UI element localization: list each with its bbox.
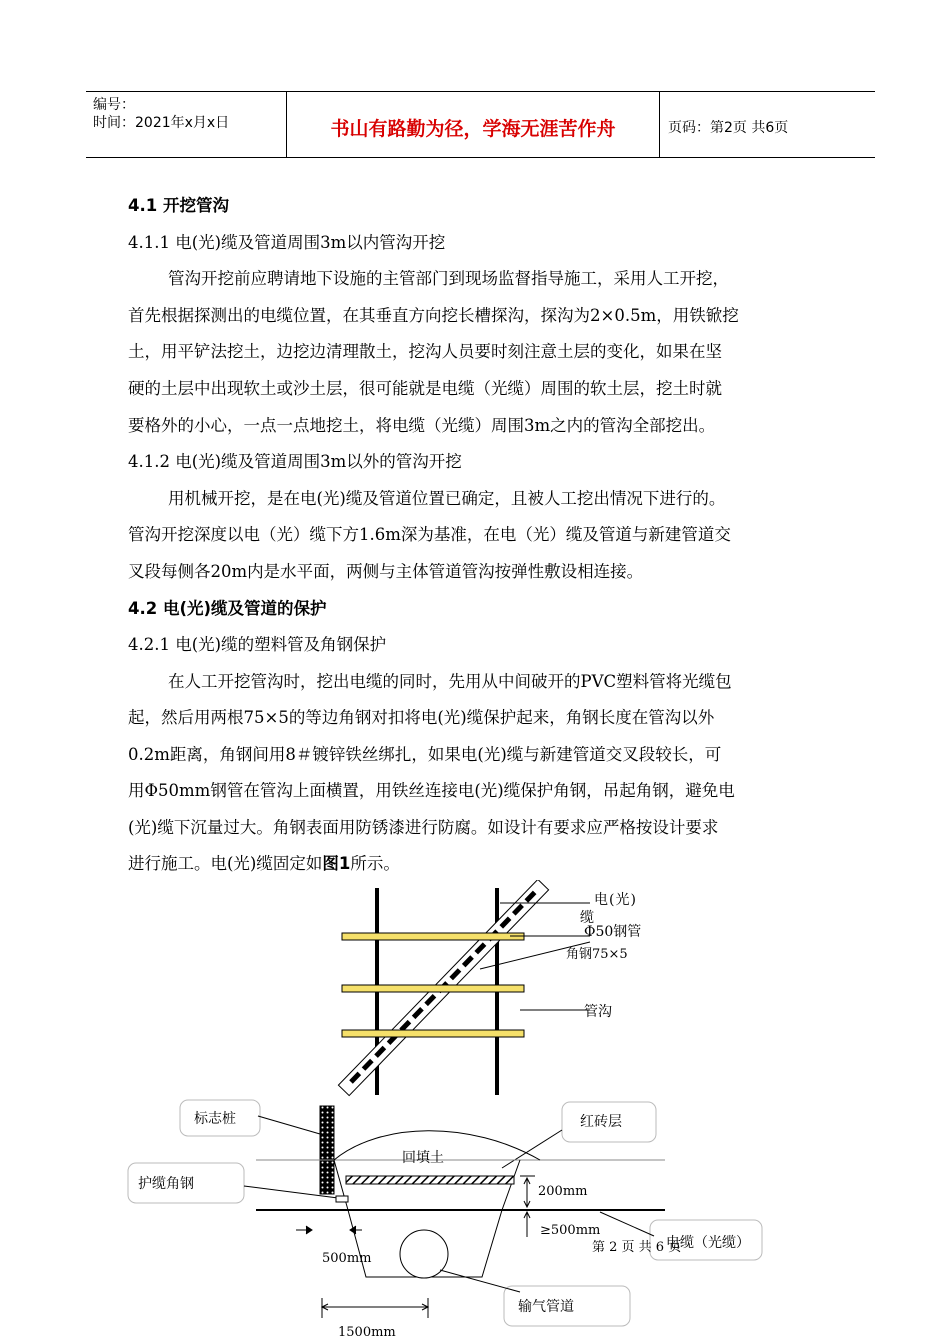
paragraph-line-last <box>128 850 400 874</box>
paragraph-line: (光)缆下沉量过大。角钢表面用防锈漆进行防腐。如设计有要求应严格按设计要求 <box>128 818 719 837</box>
heading-4-1: 4.1 开挖管沟 <box>128 196 229 215</box>
paragraph-line: 0.2m距离，角钢间用8＃镀锌铁丝绑扎，如果电(光)缆与新建管道交叉段较长，可 <box>128 745 722 764</box>
brick-layer <box>346 1176 514 1184</box>
cable-label: 电(光) <box>594 892 637 908</box>
angle-guard <box>336 1196 348 1202</box>
header-bottom-border <box>86 157 875 158</box>
paragraph-line: 硬的土层中出现软土或沙土层，很可能就是电缆（光缆）周围的软土层，挖土时就 <box>128 379 722 398</box>
header-motto: 书山有路勤为径，学海无涯苦作舟 <box>330 118 616 140</box>
heading-4-2: 4.2 电(光)缆及管道的保护 <box>128 599 327 618</box>
paragraph-line: 要格外的小心，一点一点地挖土，将电缆（光缆）周围3m之内的管沟全部挖出。 <box>128 416 716 435</box>
gas-pipe <box>400 1230 448 1278</box>
heading-4-1-1: 4.1.1 电(光)缆及管道周围3m以内管沟开挖 <box>128 233 446 252</box>
gas-pipe-label: 输气管道 <box>518 1299 574 1315</box>
paragraph-line: 叉段每侧各20m内是水平面，两侧与主体管道管沟按弹性敷设相连接。 <box>128 562 644 581</box>
figure-reference: 图1 <box>322 854 351 873</box>
angle-steel-label: 角钢75×5 <box>566 947 628 962</box>
figure-section-view <box>0 1090 950 1344</box>
paragraph-line: 土，用平铲法挖土，边挖边清理散土，挖沟人员要时刻注意土层的变化，如果在坚 <box>128 342 722 361</box>
header-number: 编号： <box>93 97 135 113</box>
dimension-500-left: 500mm <box>322 1251 372 1266</box>
paragraph-line: 在人工开挖管沟时，挖出电缆的同时，先用从中间破开的PVC塑料管将光缆包 <box>168 672 732 691</box>
dimension-200: 200mm <box>538 1184 588 1199</box>
angle-steel-bar <box>342 933 524 940</box>
angle-steel-bar <box>342 985 524 992</box>
steel-pipe-label: Φ50钢管 <box>584 924 642 940</box>
paragraph-line: 管沟开挖深度以电（光）缆下方1.6m深为基准，在电（光）缆及管道与新建管道交 <box>128 525 731 544</box>
paragraph-line: 首先根据探测出的电缆位置，在其垂直方向挖长槽探沟，探沟为2×0.5m，用铁锨挖 <box>128 306 739 325</box>
brick-layer-label: 红砖层 <box>580 1114 622 1130</box>
header-time: 时间：2021年x月x日 <box>93 115 230 131</box>
paragraph-line: 管沟开挖前应聘请地下设施的主管部门到现场监督指导施工，采用人工开挖， <box>168 269 729 288</box>
trench-label: 管沟 <box>584 1004 612 1020</box>
paragraph-line: 用机械开挖，是在电(光)缆及管道位置已确定，且被人工挖出情况下进行的。 <box>168 489 726 508</box>
cable-label-2: 缆 <box>580 910 594 926</box>
heading-4-2-1: 4.2.1 电(光)缆的塑料管及角钢保护 <box>128 635 387 654</box>
paragraph-line: 用Φ50mm钢管在管沟上面横置，用铁丝连接电(光)缆保护角钢，吊起角钢，避免电 <box>128 781 735 800</box>
dimension-1500: 1500mm <box>338 1325 396 1340</box>
header-top-border <box>86 91 875 92</box>
header-page: 页码：第2页 共6页 <box>668 120 789 136</box>
backfill-label: 回填土 <box>402 1150 444 1166</box>
paragraph-text: 进行施工。电(光)缆固定如 <box>128 854 323 873</box>
marker-post-label: 标志桩 <box>194 1111 236 1127</box>
dimension-500-right: ≥500mm <box>540 1223 601 1238</box>
heading-4-1-2: 4.1.2 电(光)缆及管道周围3m以外的管沟开挖 <box>128 452 462 471</box>
paragraph-line: 起，然后用两根75×5的等边角钢对扣将电(光)缆保护起来，角钢长度在管沟以外 <box>128 708 715 727</box>
paragraph-text: 所示。 <box>350 854 400 873</box>
page-footer: 第 2 页 共 6 页 <box>592 1240 682 1255</box>
header-divider-right <box>659 91 660 158</box>
marker-post <box>320 1106 334 1194</box>
angle-guard-label: 护缆角钢 <box>138 1176 194 1192</box>
angle-steel-bar <box>342 1030 524 1037</box>
cable-callout-label: 电缆（光缆） <box>666 1235 750 1251</box>
